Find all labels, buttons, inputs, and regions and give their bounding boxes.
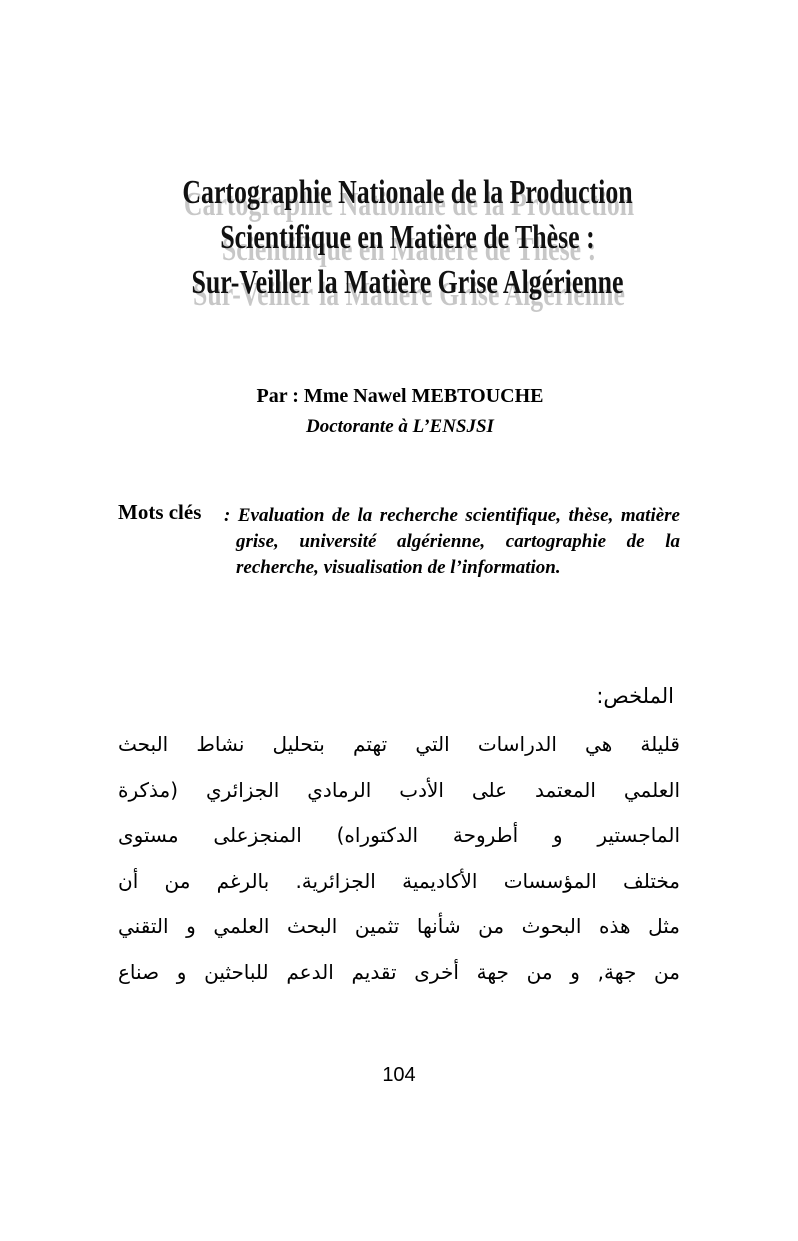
abstract-line: قليلة هي الدراسات التي تهتم بتحليل نشاط البحث xyxy=(118,732,680,756)
title-line-1: Cartographie Nationale de la Production xyxy=(182,174,633,211)
keywords-text: Evaluation de la recherche scientifique, thèse, matière grise, université algérienne, cartographie de la recherche, visualisation de l’information. xyxy=(236,505,680,578)
abstract-line: الماجستير و أطروحة الدكتوراه) المنجزعلى مستوى xyxy=(118,823,680,848)
abstract-body-ar xyxy=(118,722,680,996)
abstract-line: مختلف المؤسسات الأكاديمية الجزائرية. بالرغم من أن xyxy=(118,868,680,893)
author-affiliation: Doctorante à L’ENSJSI xyxy=(306,416,494,437)
title-line-2: Scientifique en Matière de Thèse : xyxy=(220,219,595,256)
document-title xyxy=(100,170,715,305)
abstract-heading-ar: الملخص: xyxy=(596,684,674,708)
abstract-line: العلمي المعتمد على الأدب الرمادي الجزائري (مذكرة xyxy=(118,777,680,802)
author-line: Par : Mme Nawel MEBTOUCHE xyxy=(256,385,544,407)
title-line-3: Sur-Veiller la Matière Grise Algérienne xyxy=(191,264,624,301)
keywords-separator: : xyxy=(224,505,231,526)
page-number: 104 xyxy=(382,1064,416,1086)
keywords-label: Mots clés xyxy=(118,500,202,524)
keywords-text-block xyxy=(224,500,680,581)
keywords-block xyxy=(118,500,680,581)
abstract-line: مثل هذه البحوث من شأنها تثمين البحث العلمي و التقني xyxy=(118,914,680,939)
abstract-line: من جهة, و من جهة أخرى تقديم الدعم للباحثين و صناع xyxy=(118,959,680,984)
